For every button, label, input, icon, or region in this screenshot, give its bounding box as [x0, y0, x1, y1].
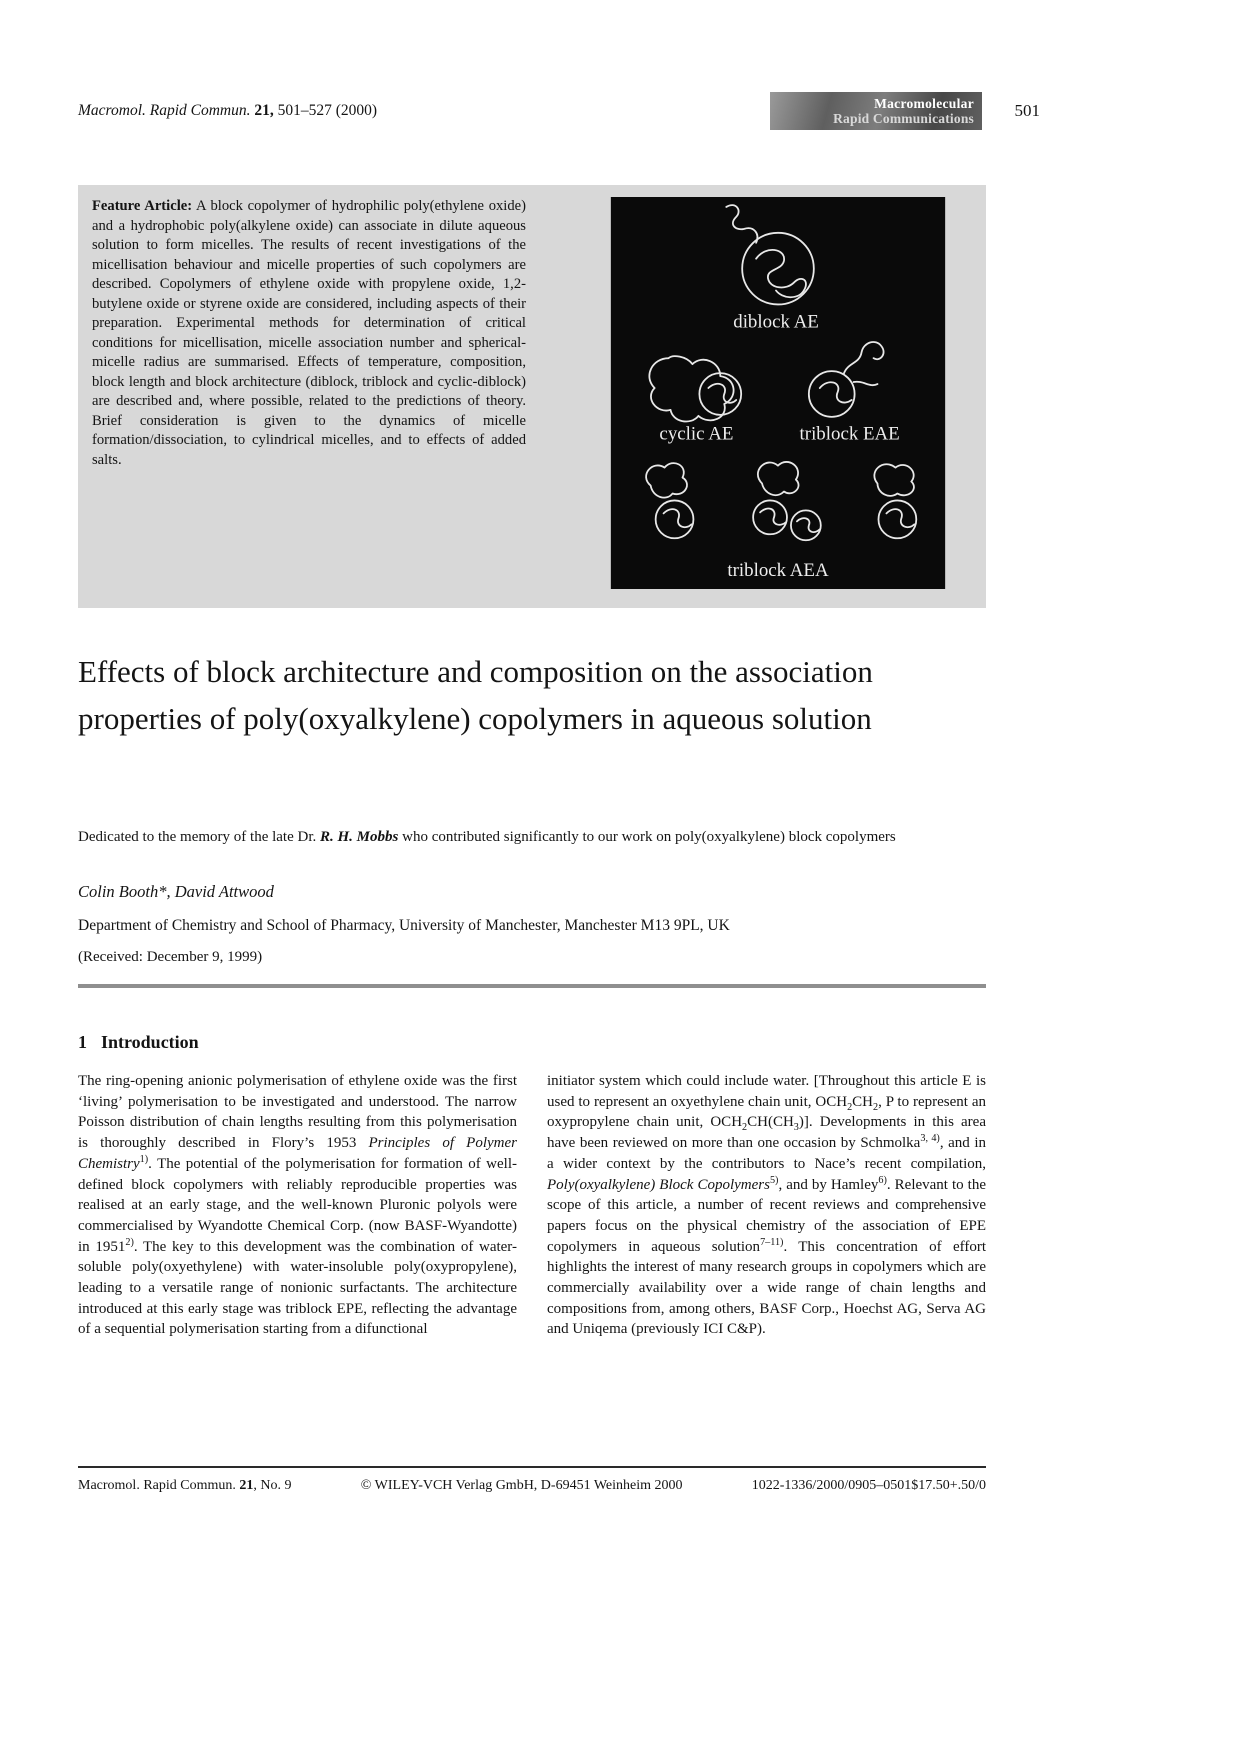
journal-logo: [770, 92, 982, 130]
figure-label-diblock-ae: diblock AE: [733, 311, 819, 333]
body-columns: [78, 1071, 986, 1340]
journal-logo-line1: Macromolecular: [874, 96, 974, 111]
received-date: (Received: December 9, 1999): [78, 949, 263, 965]
title-divider-rule: [78, 984, 986, 988]
page-header: [78, 92, 1040, 130]
dedication: Dedicated to the memory of the late Dr. R. H. Mobbs who contributed significantly to our work on poly(oxyalkylene) block copolymers: [78, 829, 896, 845]
footer-divider-rule: [78, 1466, 986, 1468]
body-left-column: The ring-opening anionic polymerisation of ethylene oxide was the first ‘living’ polymerisation to be investigated and understood. The narrow Poisson distribution of chain lengths resulting from this polymerisation is thoroughly described in Flory’s 1953 Principles of Polymer Chemistry$^{1)}$. The potential of the polymerisation for formation of well-defined block copolymers with reliably reproducible properties was realised at an early stage, and the well-known Pluronic polyols were commercialised by Wyandotte Chemical Corp. (now BASF-Wyandotte) in 1951$^{2)}$. The key to this development was the combination of water-soluble poly(oxyethylene) with water-insoluble poly(oxypropylene), leading to a versatile range of nonionic surfactants. The architecture introduced at this early stage was triblock EPE, reflecting the advantage of a sequential polymerisation starting from a difunctional: [78, 1073, 517, 1338]
journal-logo-line2: Rapid Communications: [833, 111, 974, 126]
figure-label-triblock-eae: triblock EAE: [799, 423, 900, 445]
abstract-figure: [610, 197, 946, 596]
micelle-architecture-diagram: [610, 197, 946, 589]
section-number: 1: [78, 1032, 87, 1052]
body-right-column: initiator system which could include water. [Throughout this article E is used to represent an oxyethylene chain unit, $OCH_2CH_2$, P to represent an oxypropylene chain unit, $OCH_2CH(CH_3)$]. Developments in this area have been reviewed on more than one occasion by Schmolka$^{3, 4)}$, and in a wider context by the contributors to Nace’s recent compilation, Poly(oxyalkylene) Block Copolymers$^{5)}$, and by Hamley$^{6)}$. Relevant to the scope of this article, a number of recent reviews and comprehensive papers focus on the physical chemistry of the association of EPE copolymers in aqueous solution$^{7-11)}$. This concentration of effort highlights the interest of many research groups in copolymers which are commercially availability over a wide range of chain lengths and compositions from, among others, BASF Corp., Hoechst AG, Serva AG and Uniqema (previously ICI C&P).: [547, 1073, 987, 1338]
article-title: Effects of block architecture and composition on the association properties of poly(oxyalkylene) copolymers in aqueous solution: [78, 654, 873, 736]
footer-copyright: © WILEY-VCH Verlag GmbH, D-69451 Weinheim 2000: [360, 1478, 683, 1493]
section-title: Introduction: [101, 1032, 199, 1052]
figure-label-triblock-aea: triblock AEA: [727, 560, 829, 582]
feature-article-box: [78, 185, 986, 608]
page-number: 501: [1014, 101, 1040, 120]
figure-label-cyclic-ae: cyclic AE: [659, 423, 734, 445]
affiliation: Department of Chemistry and School of Pharmacy, University of Manchester, Manchester M13 9PL, UK: [78, 917, 730, 934]
section-heading-introduction: [78, 1032, 199, 1053]
authors: Colin Booth*, David Attwood: [78, 882, 274, 901]
footer-journal-ref: Macromol. Rapid Commun. 21, No. 9: [78, 1478, 292, 1493]
journal-reference: Macromol. Rapid Commun. 21, 501–527 (2000): [78, 102, 378, 119]
footer-issn-code: 1022-1336/2000/0905–0501$17.50+.50/0: [751, 1478, 986, 1493]
abstract-text: Feature Article: A block copolymer of hydrophilic poly(ethylene oxide) and a hydrophobic poly(alkylene oxide) can associate in dilute aqueous solution to form micelles. The results of recent investigations of the micellisation behaviour and micelle properties of such copolymers are described. Copolymers of ethylene oxide with propylene oxide, 1,2-butylene oxide or styrene oxide are considered, including aspects of their preparation. Experimental methods for determination of critical conditions for micellisation, micelle association number and spherical-micelle radius are summarised. Effects of temperature, composition, block length and block architecture (diblock, triblock and cyclic-diblock) are described and, where possible, related to the predictions of theory. Brief consideration is given to the dynamics of micelle formation/dissociation, to cylindrical micelles, and to effects of added salts.: [92, 198, 526, 468]
page-footer: [78, 1478, 986, 1494]
